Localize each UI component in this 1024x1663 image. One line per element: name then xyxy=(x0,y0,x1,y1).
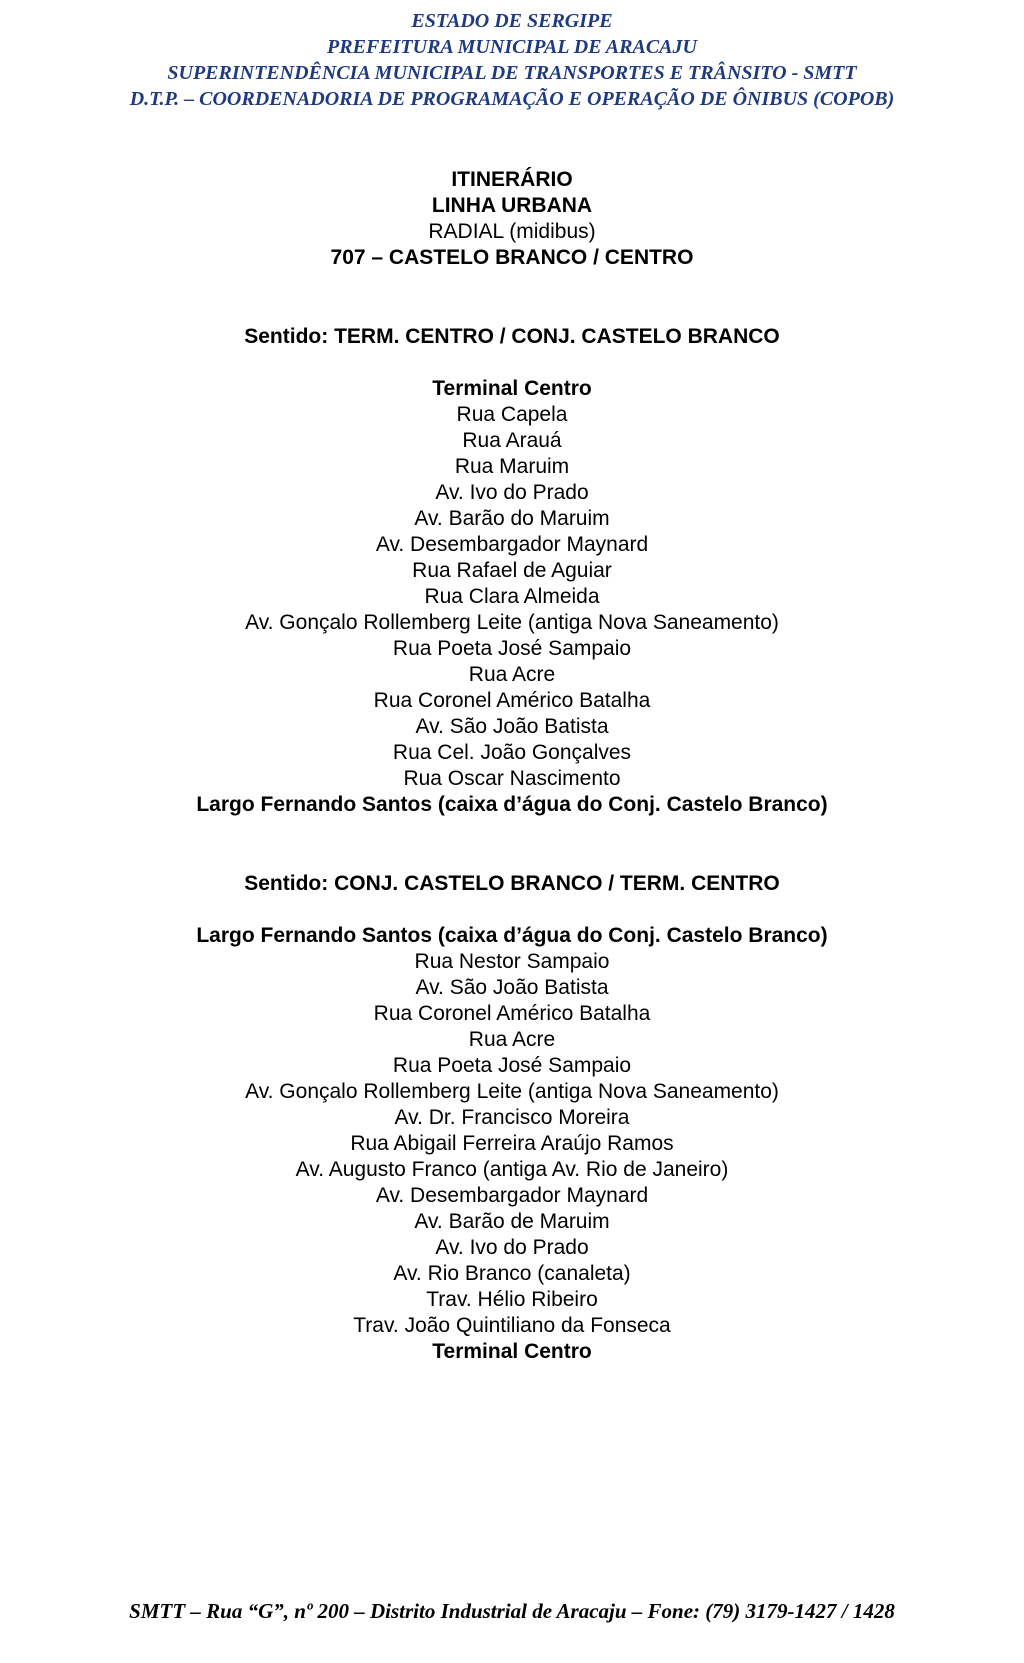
title-linha: LINHA URBANA xyxy=(431,194,593,217)
title-tipo: RADIAL (midibus) xyxy=(428,220,596,243)
list-item: Rua Acre xyxy=(468,1028,556,1051)
list-item: Av. Gonçalo Rollemberg Leite (antiga Nova Saneamento) xyxy=(245,611,779,634)
header-coordenadoria: D.T.P. – COORDENADORIA DE PROGRAMAÇÃO E OPERAÇÃO DE ÔNIBUS (COPOB) xyxy=(129,88,895,110)
header-state: ESTADO DE SERGIPE xyxy=(411,10,613,32)
list-item: Av. Rio Branco (canaleta) xyxy=(393,1262,631,1285)
list-item: Trav. Hélio Ribeiro xyxy=(426,1288,598,1311)
list-item: Av. Desembargador Maynard xyxy=(375,533,649,556)
sentido-2-label: Sentido: CONJ. CASTELO BRANCO / TERM. CENTRO xyxy=(244,872,780,895)
list-item: Largo Fernando Santos (caixa d’água do Conj. Castelo Branco) xyxy=(196,793,828,816)
list-item: Rua Poeta José Sampaio xyxy=(392,1054,632,1077)
list-item: Rua Abigail Ferreira Araújo Ramos xyxy=(350,1132,674,1155)
header-prefeitura: PREFEITURA MUNICIPAL DE ARACAJU xyxy=(327,36,697,58)
list-item: Rua Coronel Américo Batalha xyxy=(373,689,651,712)
title-itinerario: ITINERÁRIO xyxy=(451,168,573,191)
sentido-1-section xyxy=(0,324,1024,818)
header-smtt: SUPERINTENDÊNCIA MUNICIPAL DE TRANSPORTES E TRÂNSITO - SMTT xyxy=(167,62,857,84)
list-item: Largo Fernando Santos (caixa d’água do Conj. Castelo Branco) xyxy=(196,924,828,947)
list-item: Rua Clara Almeida xyxy=(424,585,600,608)
list-item: Av. Dr. Francisco Moreira xyxy=(394,1106,630,1129)
list-item: Rua Capela xyxy=(456,403,568,426)
list-item: Rua Oscar Nascimento xyxy=(403,767,621,790)
list-item: Rua Rafael de Aguiar xyxy=(412,559,612,582)
title-block xyxy=(0,167,1024,271)
document-header xyxy=(0,8,1024,112)
list-item: Rua Coronel Américo Batalha xyxy=(373,1002,651,1025)
list-item: Terminal Centro xyxy=(432,1340,592,1363)
list-item: Av. São João Batista xyxy=(415,976,609,999)
list-item: Rua Nestor Sampaio xyxy=(414,950,610,973)
list-item: Trav. João Quintiliano da Fonseca xyxy=(353,1314,671,1337)
list-item: Av. Gonçalo Rollemberg Leite (antiga Nova Saneamento) xyxy=(245,1080,779,1103)
list-item: Rua Acre xyxy=(468,663,556,686)
list-item: Rua Cel. João Gonçalves xyxy=(392,741,632,764)
sentido-1-label: Sentido: TERM. CENTRO / CONJ. CASTELO BRANCO xyxy=(244,325,780,348)
sentido-2-section xyxy=(0,871,1024,1365)
title-nome: 707 – CASTELO BRANCO / CENTRO xyxy=(330,246,694,269)
list-item: Rua Arauá xyxy=(462,429,562,452)
list-item: Rua Poeta José Sampaio xyxy=(392,637,632,660)
list-item: Av. Barão do Maruim xyxy=(414,507,610,530)
document-footer: SMTT – Rua “G”, nº 200 – Distrito Industrial de Aracaju – Fone: (79) 3179-1427 / 1428 xyxy=(129,1599,895,1623)
list-item: Terminal Centro xyxy=(432,377,592,400)
list-item: Rua Maruim xyxy=(454,455,570,478)
list-item: Av. Barão de Maruim xyxy=(414,1210,610,1233)
list-item: Av. Augusto Franco (antiga Av. Rio de Janeiro) xyxy=(295,1158,729,1181)
list-item: Av. Ivo do Prado xyxy=(435,481,589,504)
list-item: Av. Desembargador Maynard xyxy=(375,1184,649,1207)
list-item: Av. Ivo do Prado xyxy=(435,1236,589,1259)
list-item: Av. São João Batista xyxy=(415,715,609,738)
